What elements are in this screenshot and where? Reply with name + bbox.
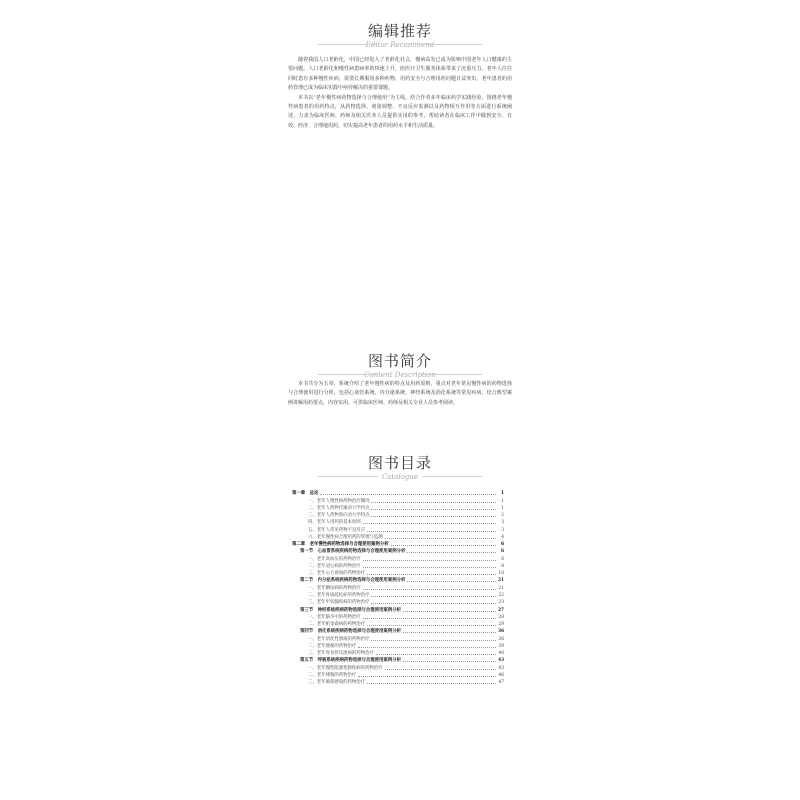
toc-page-number: 46 — [498, 672, 504, 678]
toc-item-row — [292, 635, 504, 642]
toc-entry-title: 第一节 心血管系统疾病药物选择与合理使用案例分析 — [300, 549, 406, 555]
toc-page-number: 27 — [498, 607, 505, 613]
toc-entry-title: 五、老年人常见药物不良反应 — [308, 527, 366, 533]
table-of-contents — [292, 490, 504, 686]
toc-page-number: 21 — [498, 585, 504, 591]
toc-page-number: 6 — [500, 542, 504, 548]
toc-page-number: 1 — [501, 498, 504, 504]
toc-leader-dots — [363, 589, 496, 590]
toc-entry-title: 三、老年胃食管反流病的药物治疗 — [308, 651, 374, 657]
toc-entry-title: 第五节 呼吸系统疾病药物选择与合理使用案例分析 — [300, 658, 401, 664]
toc-section-row — [292, 548, 504, 555]
toc-item-row — [292, 679, 504, 686]
toc-entry-title: 一、老年脑卒中的药物治疗 — [308, 614, 361, 620]
toc-page-number: 21 — [498, 578, 505, 584]
toc-leader-dots — [385, 669, 496, 670]
toc-entry-title: 二、老年便秘的药物治疗 — [308, 643, 357, 649]
catalogue-header — [288, 454, 512, 482]
toc-entry-title: 二、老年人药物代谢动力学特点 — [308, 505, 370, 511]
toc-leader-dots — [367, 531, 496, 532]
toc-entry-title: 二、老年冠心病的药物治疗 — [308, 563, 361, 569]
toc-entry-title: 一、老年高血压的药物治疗 — [308, 556, 361, 562]
toc-entry-title: 三、老年肺部感染的药物治疗 — [308, 680, 366, 686]
toc-page-number: 29 — [498, 622, 504, 628]
toc-entry-title: 第二节 内分泌系统疾病药物选择与合理使用案例分析 — [300, 578, 406, 584]
content-description-subtitle: Content Description — [288, 371, 512, 380]
toc-item-row — [292, 592, 504, 599]
toc-page-number: 3 — [501, 520, 504, 526]
toc-section-row — [292, 657, 504, 664]
editor-recommend-title: 编辑推荐 — [367, 22, 432, 40]
toc-item-row — [292, 672, 504, 679]
toc-entry-title: 一、老年消化性溃疡的药物治疗 — [308, 636, 370, 642]
catalogue-subtitle: Catalogue — [288, 473, 512, 482]
toc-leader-dots — [371, 502, 496, 503]
toc-leader-dots — [391, 545, 496, 546]
content-description-header — [288, 352, 512, 380]
toc-page-number: 3 — [501, 527, 504, 533]
toc-leader-dots — [358, 647, 496, 648]
toc-leader-dots — [363, 618, 496, 619]
recommend-paragraph-1: 随着我国人口老龄化，中国已经进入了老龄化社会，慢病高发已成为影响中国老年人口健康的主要问题。人口老龄化和慢性病患病率的快速上升，给医疗卫生服务体系带来了沉重压力。老年人往往同时患有多种慢性疾病，需要长期服用多种药物，用药安全与合理用药问题日益突出，老年患者的用药管理已成为临床实践中亟待解决的重要课题。 — [288, 57, 512, 92]
toc-page-number: 40 — [498, 651, 504, 657]
header-rule-left — [318, 374, 378, 375]
toc-entry-title: 二、老年哮喘的药物治疗 — [308, 672, 357, 678]
recommend-paragraph-2: 本书以“老年慢性病药物选择与合理使用”为主线，结合作者多年临床药学实践经验，围绕老年慢性病患者的用药特点，从药物选择、剂量调整、不良反应监测以及药物相互作用等方面进行系统阐述，力求为临床医师、药师及相关医务人员提供实用的参考，帮助读者在临床工作中做到安全、有效、经济、合理地用药，切实提高老年患者的用药水平和生活质量。 — [288, 94, 512, 129]
toc-entry-title: 四、老年人用药的基本原则 — [308, 520, 361, 526]
toc-page-number: 10 — [498, 571, 504, 577]
toc-leader-dots — [371, 640, 496, 641]
toc-item-row — [292, 555, 504, 562]
header-rule-left — [318, 44, 378, 45]
toc-page-number: 28 — [498, 614, 504, 620]
toc-page-number: 2 — [501, 513, 504, 519]
toc-section-row — [292, 606, 504, 613]
toc-page-number: 4 — [501, 534, 504, 540]
toc-entry-title: 一、老年糖尿病的药物治疗 — [308, 585, 361, 591]
header-rule-right — [422, 374, 482, 375]
toc-leader-dots — [376, 654, 496, 655]
editor-recommend-header — [288, 22, 512, 50]
editor-recommend-body — [288, 56, 512, 131]
toc-leader-dots — [371, 596, 496, 597]
toc-page-number: 23 — [498, 600, 504, 606]
toc-entry-title: 三、老年人药物效应动力学特点 — [308, 513, 370, 519]
toc-item-row — [292, 614, 504, 621]
toc-page-number: 6 — [501, 556, 504, 562]
toc-leader-dots — [385, 538, 496, 539]
toc-chapter-row — [292, 541, 504, 548]
toc-leader-dots — [363, 560, 496, 561]
toc-item-row — [292, 621, 504, 628]
toc-entry-title: 三、老年心力衰竭的药物治疗 — [308, 571, 366, 577]
toc-leader-dots — [371, 603, 496, 604]
toc-entry-title: 第一章 总论 — [292, 491, 319, 497]
toc-entry-title: 第三节 神经系统疾病药物选择与合理使用案例分析 — [300, 607, 401, 613]
header-rule-right — [422, 44, 482, 45]
toc-item-row — [292, 512, 504, 519]
toc-section-row — [292, 628, 504, 635]
toc-entry-title: 二、老年帕金森病的药物治疗 — [308, 622, 366, 628]
header-rule-right — [422, 476, 482, 477]
toc-entry-title: 第二章 老年慢性病药物选择与合理使用案例分析 — [292, 542, 389, 548]
toc-item-row — [292, 526, 504, 533]
toc-chapter-row — [292, 490, 504, 497]
toc-leader-dots — [320, 494, 496, 495]
toc-item-row — [292, 643, 504, 650]
toc-entry-title: 一、老年慢性阻塞性肺疾病的药物治疗 — [308, 665, 383, 671]
header-rule-left — [318, 476, 378, 477]
toc-item-row — [292, 584, 504, 591]
toc-leader-dots — [407, 552, 496, 553]
toc-page-number: 43 — [498, 665, 504, 671]
toc-item-row — [292, 664, 504, 671]
toc-page-number: 1 — [501, 505, 504, 511]
toc-leader-dots — [367, 625, 496, 626]
toc-leader-dots — [367, 683, 496, 684]
toc-entry-title: 第四节 消化系统疾病药物选择与合理使用案例分析 — [300, 629, 401, 635]
toc-leader-dots — [403, 661, 496, 662]
toc-item-row — [292, 599, 504, 606]
toc-item-row — [292, 534, 504, 541]
toc-entry-title: 二、老年骨质疏松症的药物治疗 — [308, 592, 370, 598]
toc-item-row — [292, 650, 504, 657]
toc-section-row — [292, 577, 504, 584]
toc-page-number: 43 — [498, 658, 505, 664]
toc-page-number: 39 — [498, 643, 504, 649]
toc-leader-dots — [363, 523, 496, 524]
intro-paragraph: 本书共分为五章，系统介绍了老年慢性病的特点及用药原则，重点对老年常见慢性病的药物选择与合理使用进行分析，包括心血管系统、内分泌系统、神经系统及消化系统等常见疾病，结合典型案例讲解用药要点，内容实用，可供临床医师、药师及相关专业人员参考阅读。 — [288, 381, 512, 406]
catalogue-title: 图书目录 — [367, 454, 432, 472]
toc-item-row — [292, 519, 504, 526]
editor-recommend-subtitle: Editor Recommend — [288, 41, 512, 50]
toc-page-number: 47 — [498, 680, 504, 686]
toc-page-number: 22 — [498, 592, 504, 598]
toc-leader-dots — [407, 581, 496, 582]
toc-entry-title: 一、老年人慢性病药物治疗概况 — [308, 498, 370, 504]
toc-leader-dots — [403, 611, 496, 612]
content-description-title: 图书简介 — [367, 352, 432, 370]
toc-item-row — [292, 497, 504, 504]
toc-entry-title: 三、老年甲状腺疾病的药物治疗 — [308, 600, 370, 606]
content-description-body — [288, 380, 512, 408]
toc-item-row — [292, 505, 504, 512]
toc-entry-title: 六、老年慢性病合理用药的管理与监测 — [308, 534, 383, 540]
toc-page-number: 8 — [501, 563, 504, 569]
toc-leader-dots — [403, 632, 496, 633]
toc-page-number: 36 — [498, 636, 504, 642]
toc-item-row — [292, 570, 504, 577]
toc-leader-dots — [358, 676, 496, 677]
toc-page-number: 6 — [500, 549, 504, 555]
toc-leader-dots — [371, 516, 496, 517]
toc-leader-dots — [363, 567, 496, 568]
toc-leader-dots — [367, 574, 496, 575]
toc-item-row — [292, 563, 504, 570]
toc-page-number: 36 — [498, 629, 505, 635]
toc-page-number: 1 — [500, 491, 504, 497]
toc-leader-dots — [371, 509, 496, 510]
